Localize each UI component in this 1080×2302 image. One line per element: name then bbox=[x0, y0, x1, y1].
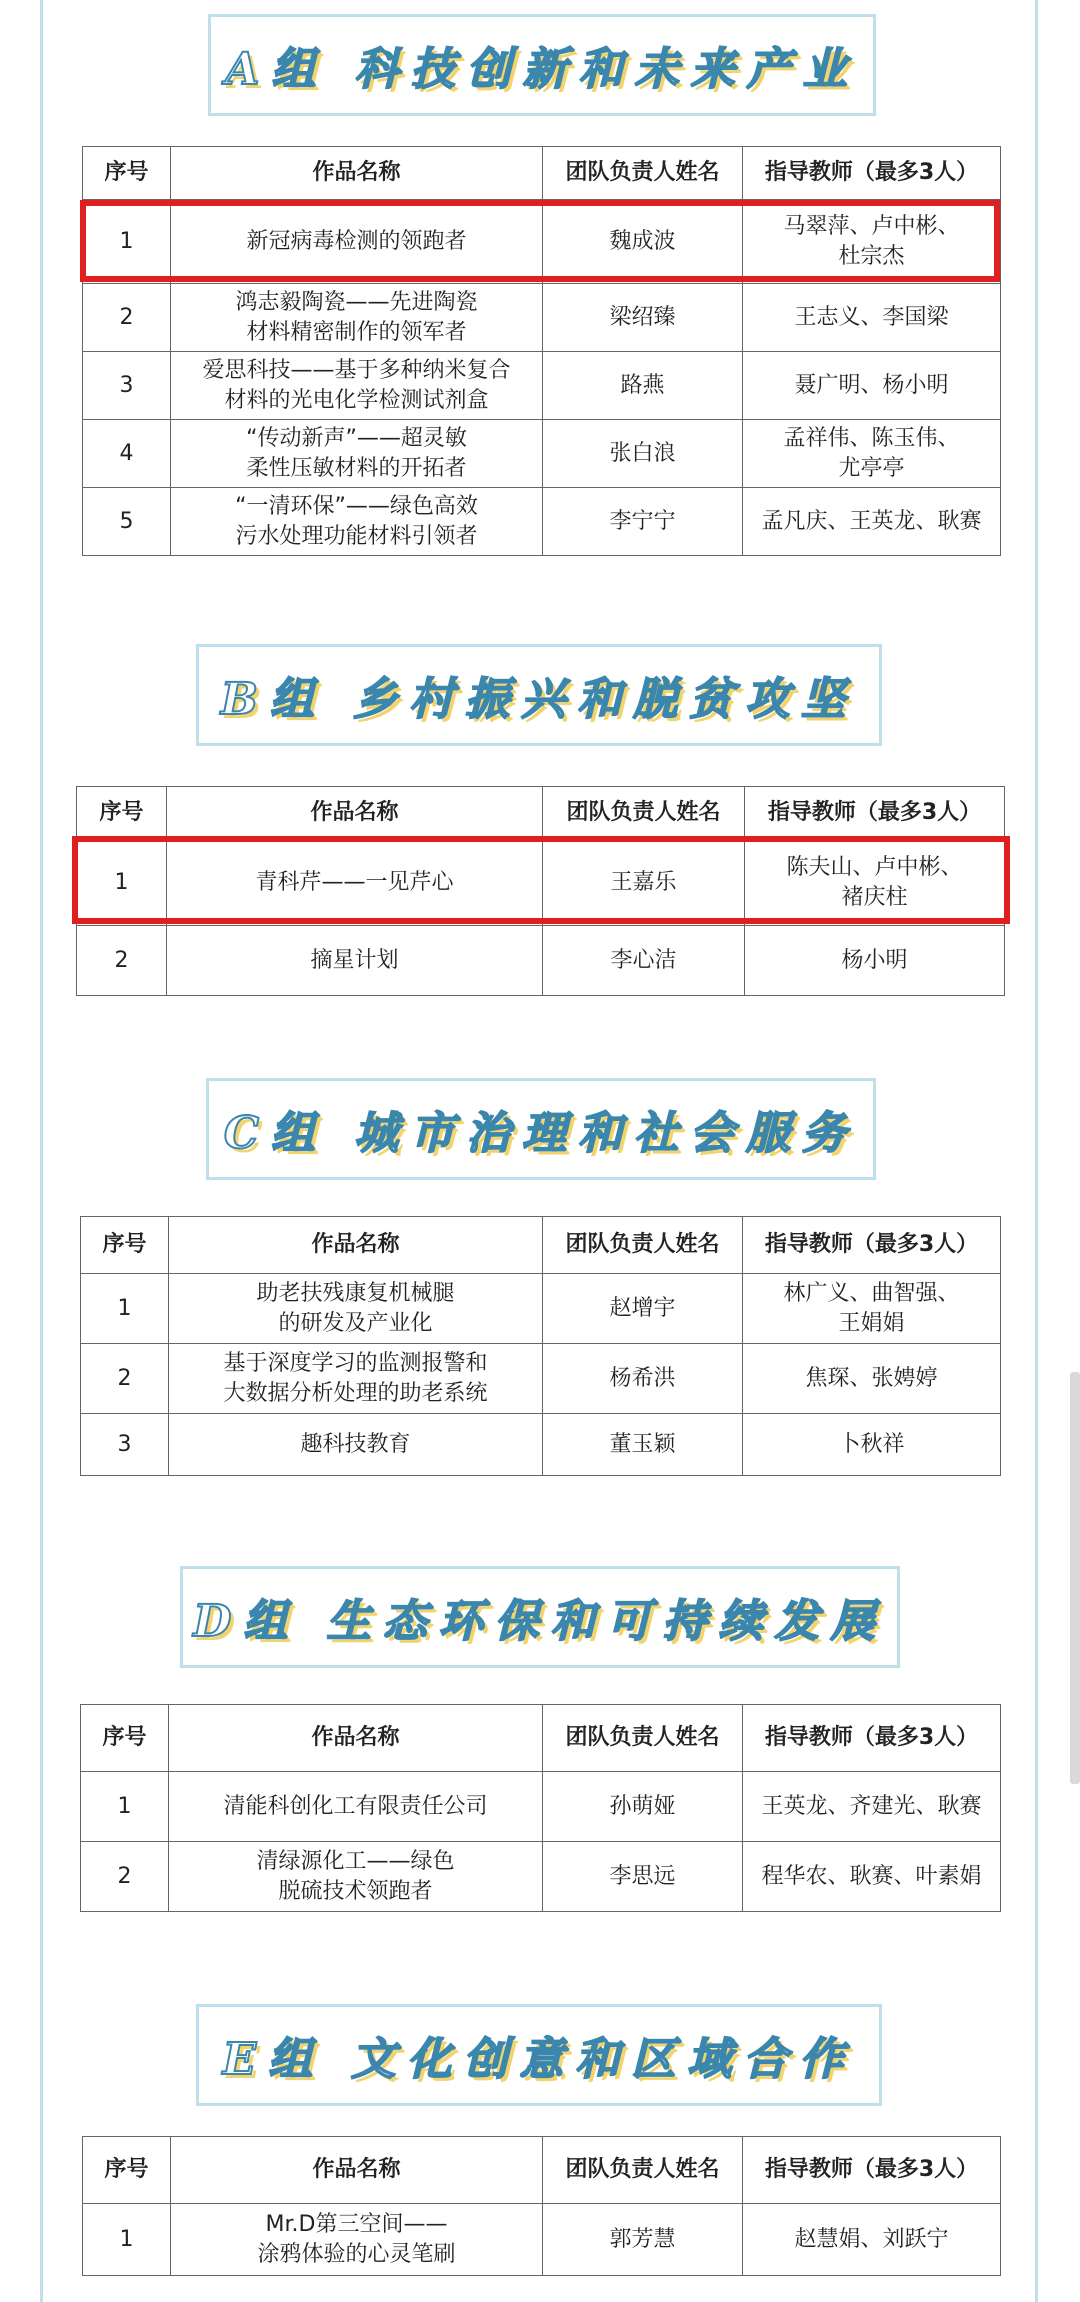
table-row bbox=[83, 200, 1001, 284]
cell-advisor: 陈夫山、卢中彬、 褚庆柱 bbox=[745, 840, 1005, 926]
header-index: 序号 bbox=[83, 2137, 171, 2204]
header-work-name: 作品名称 bbox=[171, 147, 543, 200]
cell-work-name: 摘星计划 bbox=[167, 926, 543, 996]
cell-leader: 梁绍臻 bbox=[543, 284, 743, 352]
cell-leader: 董玉颖 bbox=[543, 1414, 743, 1476]
cell-advisor: 卜秋祥 bbox=[743, 1414, 1001, 1476]
table-row bbox=[83, 284, 1001, 352]
cell-work-name: Mr.D第三空间—— 涂鸦体验的心灵笔刷 bbox=[171, 2204, 543, 2276]
cell-advisor: 焦琛、张娉婷 bbox=[743, 1344, 1001, 1414]
cell-leader: 郭芳慧 bbox=[543, 2204, 743, 2276]
group-c-table bbox=[80, 1216, 1001, 1476]
header-work-name: 作品名称 bbox=[169, 1217, 543, 1274]
table-row bbox=[83, 420, 1001, 488]
cell-leader: 赵增宇 bbox=[543, 1274, 743, 1344]
header-advisor: 指导教师（最多3人） bbox=[743, 1217, 1001, 1274]
cell-index: 2 bbox=[77, 926, 167, 996]
header-leader: 团队负责人姓名 bbox=[543, 787, 745, 840]
cell-leader: 路燕 bbox=[543, 352, 743, 420]
cell-work-name: 青科芹——一见芹心 bbox=[167, 840, 543, 926]
header-index: 序号 bbox=[83, 147, 171, 200]
cell-leader: 魏成波 bbox=[543, 200, 743, 284]
cell-advisor: 程华农、耿赛、叶素娟 bbox=[743, 1842, 1001, 1912]
table-row bbox=[81, 1274, 1001, 1344]
cell-leader: 王嘉乐 bbox=[543, 840, 745, 926]
header-index: 序号 bbox=[81, 1217, 169, 1274]
cell-leader: 孙萌娅 bbox=[543, 1772, 743, 1842]
right-border-line bbox=[1035, 0, 1038, 2302]
table-header-row bbox=[83, 147, 1001, 200]
header-work-name: 作品名称 bbox=[171, 2137, 543, 2204]
cell-index: 3 bbox=[83, 352, 171, 420]
scrollbar-thumb[interactable] bbox=[1070, 1372, 1080, 1784]
header-index: 序号 bbox=[81, 1705, 169, 1772]
header-advisor: 指导教师（最多3人） bbox=[743, 147, 1001, 200]
cell-advisor: 马翠萍、卢中彬、 杜宗杰 bbox=[743, 200, 1001, 284]
left-border-line bbox=[40, 0, 43, 2302]
group-e-title: E组 文化创意和区域合作 bbox=[196, 2004, 882, 2106]
group-b-title: B组 乡村振兴和脱贫攻坚 bbox=[196, 644, 882, 746]
cell-leader: 李宁宁 bbox=[543, 488, 743, 556]
cell-advisor: 赵慧娟、刘跃宁 bbox=[743, 2204, 1001, 2276]
cell-work-name: “一清环保”——绿色高效 污水处理功能材料引领者 bbox=[171, 488, 543, 556]
header-leader: 团队负责人姓名 bbox=[543, 1705, 743, 1772]
cell-work-name: 爱思科技——基于多种纳米复合 材料的光电化学检测试剂盒 bbox=[171, 352, 543, 420]
table-row bbox=[81, 1842, 1001, 1912]
cell-index: 1 bbox=[81, 1772, 169, 1842]
header-leader: 团队负责人姓名 bbox=[543, 147, 743, 200]
group-a-title: A组 科技创新和未来产业 bbox=[208, 14, 876, 116]
cell-leader: 杨希洪 bbox=[543, 1344, 743, 1414]
cell-work-name: 新冠病毒检测的领跑者 bbox=[171, 200, 543, 284]
group-c-title: C组 城市治理和社会服务 bbox=[206, 1078, 876, 1180]
header-advisor: 指导教师（最多3人） bbox=[743, 1705, 1001, 1772]
header-work-name: 作品名称 bbox=[167, 787, 543, 840]
cell-advisor: 林广义、曲智强、 王娟娟 bbox=[743, 1274, 1001, 1344]
cell-index: 3 bbox=[81, 1414, 169, 1476]
table-header-row bbox=[81, 1705, 1001, 1772]
cell-work-name: 助老扶残康复机械腿 的研发及产业化 bbox=[169, 1274, 543, 1344]
header-index: 序号 bbox=[77, 787, 167, 840]
cell-work-name: 趣科技教育 bbox=[169, 1414, 543, 1476]
table-row bbox=[77, 926, 1005, 996]
cell-index: 5 bbox=[83, 488, 171, 556]
group-d-title: D组 生态环保和可持续发展 bbox=[180, 1566, 900, 1668]
group-a-table bbox=[82, 146, 1001, 556]
cell-advisor: 聂广明、杨小明 bbox=[743, 352, 1001, 420]
cell-index: 1 bbox=[77, 840, 167, 926]
cell-index: 4 bbox=[83, 420, 171, 488]
table-header-row bbox=[81, 1217, 1001, 1274]
table-row bbox=[83, 488, 1001, 556]
cell-leader: 张白浪 bbox=[543, 420, 743, 488]
cell-advisor: 孟凡庆、王英龙、耿赛 bbox=[743, 488, 1001, 556]
header-leader: 团队负责人姓名 bbox=[543, 1217, 743, 1274]
table-row bbox=[81, 1414, 1001, 1476]
cell-advisor: 王英龙、齐建光、耿赛 bbox=[743, 1772, 1001, 1842]
header-leader: 团队负责人姓名 bbox=[543, 2137, 743, 2204]
cell-work-name: “传动新声”——超灵敏 柔性压敏材料的开拓者 bbox=[171, 420, 543, 488]
cell-index: 1 bbox=[83, 200, 171, 284]
table-header-row bbox=[83, 2137, 1001, 2204]
table-row bbox=[83, 352, 1001, 420]
cell-index: 2 bbox=[81, 1344, 169, 1414]
cell-index: 1 bbox=[81, 1274, 169, 1344]
table-row bbox=[81, 1344, 1001, 1414]
cell-work-name: 清能科创化工有限责任公司 bbox=[169, 1772, 543, 1842]
table-row bbox=[77, 840, 1005, 926]
group-d-table bbox=[80, 1704, 1001, 1912]
cell-work-name: 基于深度学习的监测报警和 大数据分析处理的助老系统 bbox=[169, 1344, 543, 1414]
cell-work-name: 清绿源化工——绿色 脱硫技术领跑者 bbox=[169, 1842, 543, 1912]
cell-leader: 李心洁 bbox=[543, 926, 745, 996]
table-header-row bbox=[77, 787, 1005, 840]
cell-index: 2 bbox=[83, 284, 171, 352]
cell-advisor: 王志义、李国梁 bbox=[743, 284, 1001, 352]
header-advisor: 指导教师（最多3人） bbox=[743, 2137, 1001, 2204]
table-row bbox=[83, 2204, 1001, 2276]
cell-index: 1 bbox=[83, 2204, 171, 2276]
group-e-table bbox=[82, 2136, 1001, 2276]
header-work-name: 作品名称 bbox=[169, 1705, 543, 1772]
cell-leader: 李思远 bbox=[543, 1842, 743, 1912]
cell-advisor: 杨小明 bbox=[745, 926, 1005, 996]
cell-index: 2 bbox=[81, 1842, 169, 1912]
table-row bbox=[81, 1772, 1001, 1842]
cell-advisor: 孟祥伟、陈玉伟、 尤亭亭 bbox=[743, 420, 1001, 488]
group-b-table bbox=[76, 786, 1005, 996]
header-advisor: 指导教师（最多3人） bbox=[745, 787, 1005, 840]
cell-work-name: 鸿志毅陶瓷——先进陶瓷 材料精密制作的领军者 bbox=[171, 284, 543, 352]
